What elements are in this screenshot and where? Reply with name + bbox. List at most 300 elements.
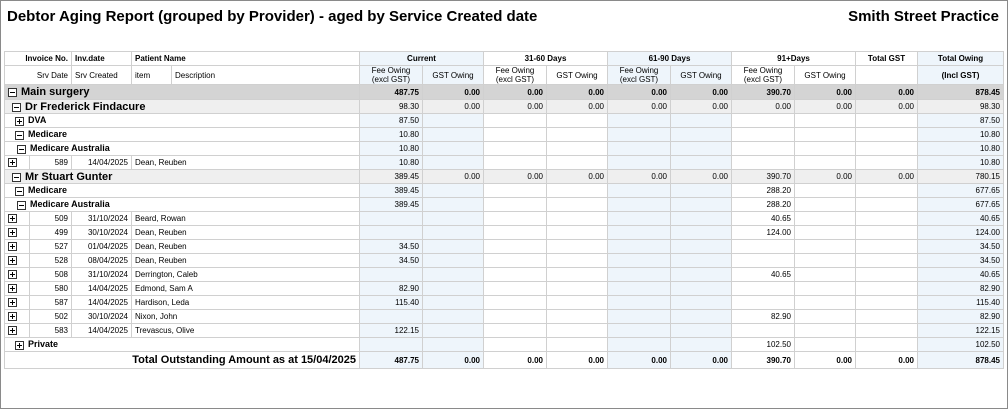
amount-cell <box>608 114 671 128</box>
toggle-cell <box>5 212 30 226</box>
amount-cell: 0.00 <box>671 352 732 369</box>
invoice-number: 508 <box>30 268 72 282</box>
amount-cell: 124.00 <box>732 226 795 240</box>
amount-cell <box>795 156 856 170</box>
amount-cell: 487.75 <box>360 352 423 369</box>
amount-cell: 390.70 <box>732 170 795 184</box>
amount-cell: 34.50 <box>918 254 1004 268</box>
amount-cell <box>795 310 856 324</box>
amount-cell: 0.00 <box>484 85 547 100</box>
invoice-row <box>5 254 1004 268</box>
group-label-cell <box>5 338 360 352</box>
amount-cell: 0.00 <box>423 85 484 100</box>
amount-cell <box>856 128 918 142</box>
amount-cell <box>856 142 918 156</box>
amount-cell: 10.80 <box>918 128 1004 142</box>
amount-cell <box>608 156 671 170</box>
collapse-icon[interactable] <box>8 88 17 97</box>
amount-cell: 102.50 <box>732 338 795 352</box>
amount-cell: 82.90 <box>918 310 1004 324</box>
amount-cell <box>423 226 484 240</box>
amount-cell: 124.00 <box>918 226 1004 240</box>
amount-cell: 0.00 <box>423 170 484 184</box>
amount-cell <box>547 282 608 296</box>
amount-cell <box>732 324 795 338</box>
amount-cell <box>732 282 795 296</box>
group-label: Dr Frederick Findacure <box>25 100 146 113</box>
group-label-cell <box>5 142 360 156</box>
col-inv-date: Inv.date <box>72 52 132 66</box>
amount-cell <box>423 268 484 282</box>
expand-icon[interactable] <box>8 326 17 335</box>
amount-cell <box>732 240 795 254</box>
toggle-cell <box>5 310 30 324</box>
amount-cell: 82.90 <box>360 282 423 296</box>
patient-name: Nixon, John <box>132 310 360 324</box>
invoice-row <box>5 268 1004 282</box>
amount-cell <box>795 226 856 240</box>
invoice-number: 589 <box>30 156 72 170</box>
group-label-cell <box>5 114 360 128</box>
amount-cell <box>671 324 732 338</box>
amount-cell <box>484 212 547 226</box>
col-gst-owing: GST Owing <box>547 66 608 85</box>
invoice-number: 587 <box>30 296 72 310</box>
col-fee-owing: Fee Owing (excl GST) <box>608 66 671 85</box>
group-label: Private <box>28 339 59 350</box>
amount-cell <box>484 128 547 142</box>
amount-cell <box>795 198 856 212</box>
amount-cell <box>608 324 671 338</box>
group-row <box>5 170 1004 184</box>
amount-cell: 122.15 <box>918 324 1004 338</box>
amount-cell <box>608 310 671 324</box>
amount-cell: 10.80 <box>360 128 423 142</box>
amount-cell: 0.00 <box>608 100 671 114</box>
amount-cell: 40.65 <box>918 268 1004 282</box>
amount-cell: 0.00 <box>732 100 795 114</box>
col-current: Current <box>360 52 484 66</box>
amount-cell <box>423 282 484 296</box>
amount-cell: 677.65 <box>918 184 1004 198</box>
group-row <box>5 85 1004 100</box>
amount-cell: 0.00 <box>547 352 608 369</box>
col-patient-name: Patient Name <box>132 52 360 66</box>
amount-cell <box>671 268 732 282</box>
amount-cell <box>360 310 423 324</box>
patient-name: Hardison, Leda <box>132 296 360 310</box>
amount-cell <box>484 296 547 310</box>
invoice-date: 08/04/2025 <box>72 254 132 268</box>
invoice-row <box>5 324 1004 338</box>
amount-cell <box>423 338 484 352</box>
amount-cell <box>732 254 795 268</box>
amount-cell: 40.65 <box>732 268 795 282</box>
amount-cell: 677.65 <box>918 198 1004 212</box>
expand-icon[interactable] <box>15 341 24 350</box>
amount-cell <box>856 184 918 198</box>
toggle-cell <box>5 156 30 170</box>
amount-cell: 98.30 <box>918 100 1004 114</box>
amount-cell <box>423 212 484 226</box>
col-gst-owing: GST Owing <box>423 66 484 85</box>
header-row-1 <box>5 52 1004 66</box>
col-gst-owing: GST Owing <box>671 66 732 85</box>
toggle-cell <box>5 240 30 254</box>
amount-cell <box>484 254 547 268</box>
amount-cell: 0.00 <box>484 352 547 369</box>
expand-icon[interactable] <box>8 256 17 265</box>
amount-cell: 10.80 <box>918 156 1004 170</box>
invoice-row <box>5 296 1004 310</box>
invoice-row <box>5 156 1004 170</box>
col-fee-owing: Fee Owing (excl GST) <box>484 66 547 85</box>
group-row <box>5 142 1004 156</box>
col-total-gst: Total GST <box>856 52 918 66</box>
col-srv-created: Srv Created <box>72 66 132 85</box>
patient-name: Dean, Reuben <box>132 240 360 254</box>
amount-cell <box>484 310 547 324</box>
amount-cell: 87.50 <box>360 114 423 128</box>
amount-cell: 390.70 <box>732 85 795 100</box>
amount-cell <box>671 254 732 268</box>
amount-cell <box>856 296 918 310</box>
col-description: Description <box>172 66 360 85</box>
amount-cell <box>423 128 484 142</box>
collapse-icon[interactable] <box>12 103 21 112</box>
group-row <box>5 100 1004 114</box>
col-gst-owing: GST Owing <box>795 66 856 85</box>
amount-cell <box>795 128 856 142</box>
amount-cell <box>423 184 484 198</box>
invoice-row <box>5 310 1004 324</box>
amount-cell <box>732 156 795 170</box>
collapse-icon[interactable] <box>17 145 26 154</box>
amount-cell <box>547 240 608 254</box>
invoice-number: 502 <box>30 310 72 324</box>
report-title: Debtor Aging Report (grouped by Provider) - aged by Service Created date <box>7 8 538 25</box>
col-fee-owing: Fee Owing (excl GST) <box>732 66 795 85</box>
patient-name: Dean, Reuben <box>132 156 360 170</box>
header-row-2 <box>5 66 1004 85</box>
amount-cell <box>484 114 547 128</box>
amount-cell <box>608 128 671 142</box>
amount-cell <box>856 240 918 254</box>
amount-cell <box>547 324 608 338</box>
amount-cell <box>608 254 671 268</box>
amount-cell: 10.80 <box>360 156 423 170</box>
expand-icon[interactable] <box>8 284 17 293</box>
amount-cell <box>547 184 608 198</box>
amount-cell <box>484 156 547 170</box>
col-total-owing: Total Owing <box>918 52 1004 66</box>
patient-name: Dean, Reuben <box>132 226 360 240</box>
amount-cell <box>608 142 671 156</box>
toggle-cell <box>5 254 30 268</box>
amount-cell: 40.65 <box>732 212 795 226</box>
amount-cell: 0.00 <box>484 100 547 114</box>
amount-cell <box>608 240 671 254</box>
amount-cell: 122.15 <box>360 324 423 338</box>
amount-cell <box>671 142 732 156</box>
amount-cell <box>856 338 918 352</box>
amount-cell <box>423 254 484 268</box>
amount-cell <box>360 338 423 352</box>
amount-cell <box>360 268 423 282</box>
expand-icon[interactable] <box>8 228 17 237</box>
amount-cell: 0.00 <box>608 85 671 100</box>
collapse-icon[interactable] <box>17 201 26 210</box>
expand-icon[interactable] <box>8 298 17 307</box>
amount-cell: 0.00 <box>671 85 732 100</box>
amount-cell: 0.00 <box>671 170 732 184</box>
amount-cell <box>484 240 547 254</box>
group-label: Medicare <box>28 185 68 196</box>
amount-cell: 0.00 <box>608 352 671 369</box>
amount-cell <box>608 268 671 282</box>
amount-cell <box>795 296 856 310</box>
invoice-date: 14/04/2025 <box>72 156 132 170</box>
amount-cell: 389.45 <box>360 198 423 212</box>
col-91-plus: 91+Days <box>732 52 856 66</box>
expand-icon[interactable] <box>8 214 17 223</box>
amount-cell <box>608 226 671 240</box>
amount-cell: 0.00 <box>856 170 918 184</box>
group-row <box>5 184 1004 198</box>
amount-cell <box>547 254 608 268</box>
amount-cell: 102.50 <box>918 338 1004 352</box>
amount-cell <box>856 268 918 282</box>
amount-cell <box>856 226 918 240</box>
toggle-cell <box>5 324 30 338</box>
amount-cell: 288.20 <box>732 198 795 212</box>
amount-cell <box>795 254 856 268</box>
amount-cell <box>484 324 547 338</box>
amount-cell <box>484 184 547 198</box>
patient-name: Trevascus, Olive <box>132 324 360 338</box>
amount-cell: 98.30 <box>360 100 423 114</box>
expand-icon[interactable] <box>15 117 24 126</box>
col-srv-date: Srv Date <box>5 66 72 85</box>
amount-cell <box>671 310 732 324</box>
amount-cell: 0.00 <box>795 352 856 369</box>
amount-cell <box>856 114 918 128</box>
amount-cell <box>856 282 918 296</box>
amount-cell <box>484 226 547 240</box>
col-61-90: 61-90 Days <box>608 52 732 66</box>
amount-cell <box>547 128 608 142</box>
invoice-number: 528 <box>30 254 72 268</box>
amount-cell <box>671 198 732 212</box>
amount-cell: 0.00 <box>547 170 608 184</box>
amount-cell <box>671 212 732 226</box>
amount-cell <box>547 114 608 128</box>
invoice-row <box>5 212 1004 226</box>
amount-cell <box>608 338 671 352</box>
amount-cell: 0.00 <box>608 170 671 184</box>
group-label: Medicare <box>28 129 68 140</box>
amount-cell: 487.75 <box>360 85 423 100</box>
amount-cell <box>856 212 918 226</box>
toggle-cell <box>5 282 30 296</box>
invoice-number: 580 <box>30 282 72 296</box>
amount-cell <box>671 296 732 310</box>
group-row <box>5 114 1004 128</box>
amount-cell <box>856 254 918 268</box>
amount-cell: 40.65 <box>918 212 1004 226</box>
amount-cell <box>608 282 671 296</box>
group-row <box>5 198 1004 212</box>
amount-cell: 780.15 <box>918 170 1004 184</box>
group-row <box>5 338 1004 352</box>
expand-icon[interactable] <box>8 270 17 279</box>
amount-cell: 34.50 <box>360 254 423 268</box>
invoice-date: 31/10/2024 <box>72 268 132 282</box>
amount-cell <box>547 142 608 156</box>
collapse-icon[interactable] <box>12 173 21 182</box>
toggle-cell <box>5 268 30 282</box>
amount-cell <box>423 114 484 128</box>
amount-cell <box>732 128 795 142</box>
amount-cell: 0.00 <box>795 100 856 114</box>
group-label: Medicare Australia <box>30 199 110 210</box>
amount-cell <box>423 310 484 324</box>
amount-cell: 34.50 <box>360 240 423 254</box>
col-31-60: 31-60 Days <box>484 52 608 66</box>
collapse-icon[interactable] <box>15 187 24 196</box>
amount-cell <box>671 226 732 240</box>
amount-cell: 82.90 <box>918 282 1004 296</box>
amount-cell <box>856 324 918 338</box>
expand-icon[interactable] <box>8 242 17 251</box>
amount-cell <box>856 198 918 212</box>
amount-cell: 34.50 <box>918 240 1004 254</box>
invoice-date: 14/04/2025 <box>72 282 132 296</box>
collapse-icon[interactable] <box>15 131 24 140</box>
invoice-number: 527 <box>30 240 72 254</box>
patient-name: Dean, Reuben <box>132 254 360 268</box>
amount-cell: 0.00 <box>856 85 918 100</box>
amount-cell <box>547 198 608 212</box>
amount-cell <box>795 282 856 296</box>
amount-cell <box>608 296 671 310</box>
col-fee-owing: Fee Owing (excl GST) <box>360 66 423 85</box>
patient-name: Edmond, Sam A <box>132 282 360 296</box>
amount-cell: 0.00 <box>423 100 484 114</box>
amount-cell: 10.80 <box>360 142 423 156</box>
amount-cell <box>608 198 671 212</box>
amount-cell: 0.00 <box>547 100 608 114</box>
expand-icon[interactable] <box>8 312 17 321</box>
amount-cell: 0.00 <box>423 352 484 369</box>
total-label-cell <box>5 352 360 369</box>
amount-cell <box>732 114 795 128</box>
amount-cell <box>671 282 732 296</box>
amount-cell <box>423 198 484 212</box>
toggle-cell <box>5 296 30 310</box>
practice-name: Smith Street Practice <box>848 8 999 25</box>
amount-cell <box>423 296 484 310</box>
amount-cell: 0.00 <box>795 170 856 184</box>
col-invoice-no: Invoice No. <box>5 52 72 66</box>
group-label: Medicare Australia <box>30 143 110 154</box>
amount-cell <box>484 198 547 212</box>
patient-name: Derrington, Caleb <box>132 268 360 282</box>
invoice-date: 14/04/2025 <box>72 296 132 310</box>
amount-cell: 878.45 <box>918 352 1004 369</box>
amount-cell <box>360 226 423 240</box>
amount-cell <box>484 282 547 296</box>
patient-name: Beard, Rowan <box>132 212 360 226</box>
group-label-cell <box>5 85 360 100</box>
amount-cell: 0.00 <box>484 170 547 184</box>
invoice-number: 583 <box>30 324 72 338</box>
amount-cell <box>547 212 608 226</box>
invoice-date: 30/10/2024 <box>72 310 132 324</box>
invoice-row <box>5 226 1004 240</box>
amount-cell <box>795 184 856 198</box>
invoice-row <box>5 282 1004 296</box>
amount-cell <box>732 296 795 310</box>
amount-cell: 0.00 <box>856 100 918 114</box>
amount-cell <box>856 310 918 324</box>
invoice-date: 30/10/2024 <box>72 226 132 240</box>
amount-cell <box>608 184 671 198</box>
amount-cell <box>547 338 608 352</box>
amount-cell: 0.00 <box>547 85 608 100</box>
group-label-cell <box>5 128 360 142</box>
amount-cell <box>732 142 795 156</box>
amount-cell <box>547 226 608 240</box>
amount-cell: 389.45 <box>360 170 423 184</box>
invoice-number: 499 <box>30 226 72 240</box>
group-row <box>5 128 1004 142</box>
toggle-cell <box>5 226 30 240</box>
amount-cell <box>795 240 856 254</box>
total-label: Total Outstanding Amount as at 15/04/2025 <box>132 354 356 366</box>
invoice-date: 01/04/2025 <box>72 240 132 254</box>
amount-cell: 288.20 <box>732 184 795 198</box>
group-label: DVA <box>28 115 47 126</box>
col-total-gst-sub <box>856 66 918 85</box>
amount-cell <box>484 142 547 156</box>
group-label: Main surgery <box>21 86 90 98</box>
amount-cell <box>484 338 547 352</box>
amount-cell <box>671 128 732 142</box>
amount-cell: 87.50 <box>918 114 1004 128</box>
total-row <box>5 352 1004 369</box>
amount-cell: 0.00 <box>671 100 732 114</box>
amount-cell: 82.90 <box>732 310 795 324</box>
amount-cell: 115.40 <box>360 296 423 310</box>
amount-cell <box>423 156 484 170</box>
amount-cell <box>547 156 608 170</box>
invoice-date: 14/04/2025 <box>72 324 132 338</box>
amount-cell: 0.00 <box>795 85 856 100</box>
amount-cell: 115.40 <box>918 296 1004 310</box>
aging-table <box>4 51 1004 369</box>
amount-cell <box>608 212 671 226</box>
expand-icon[interactable] <box>8 158 17 167</box>
amount-cell <box>795 114 856 128</box>
invoice-number: 509 <box>30 212 72 226</box>
col-item: item <box>132 66 172 85</box>
col-incl-gst: (Incl GST) <box>918 66 1004 85</box>
amount-cell <box>423 324 484 338</box>
group-label-cell <box>5 198 360 212</box>
amount-cell <box>423 240 484 254</box>
invoice-date: 31/10/2024 <box>72 212 132 226</box>
